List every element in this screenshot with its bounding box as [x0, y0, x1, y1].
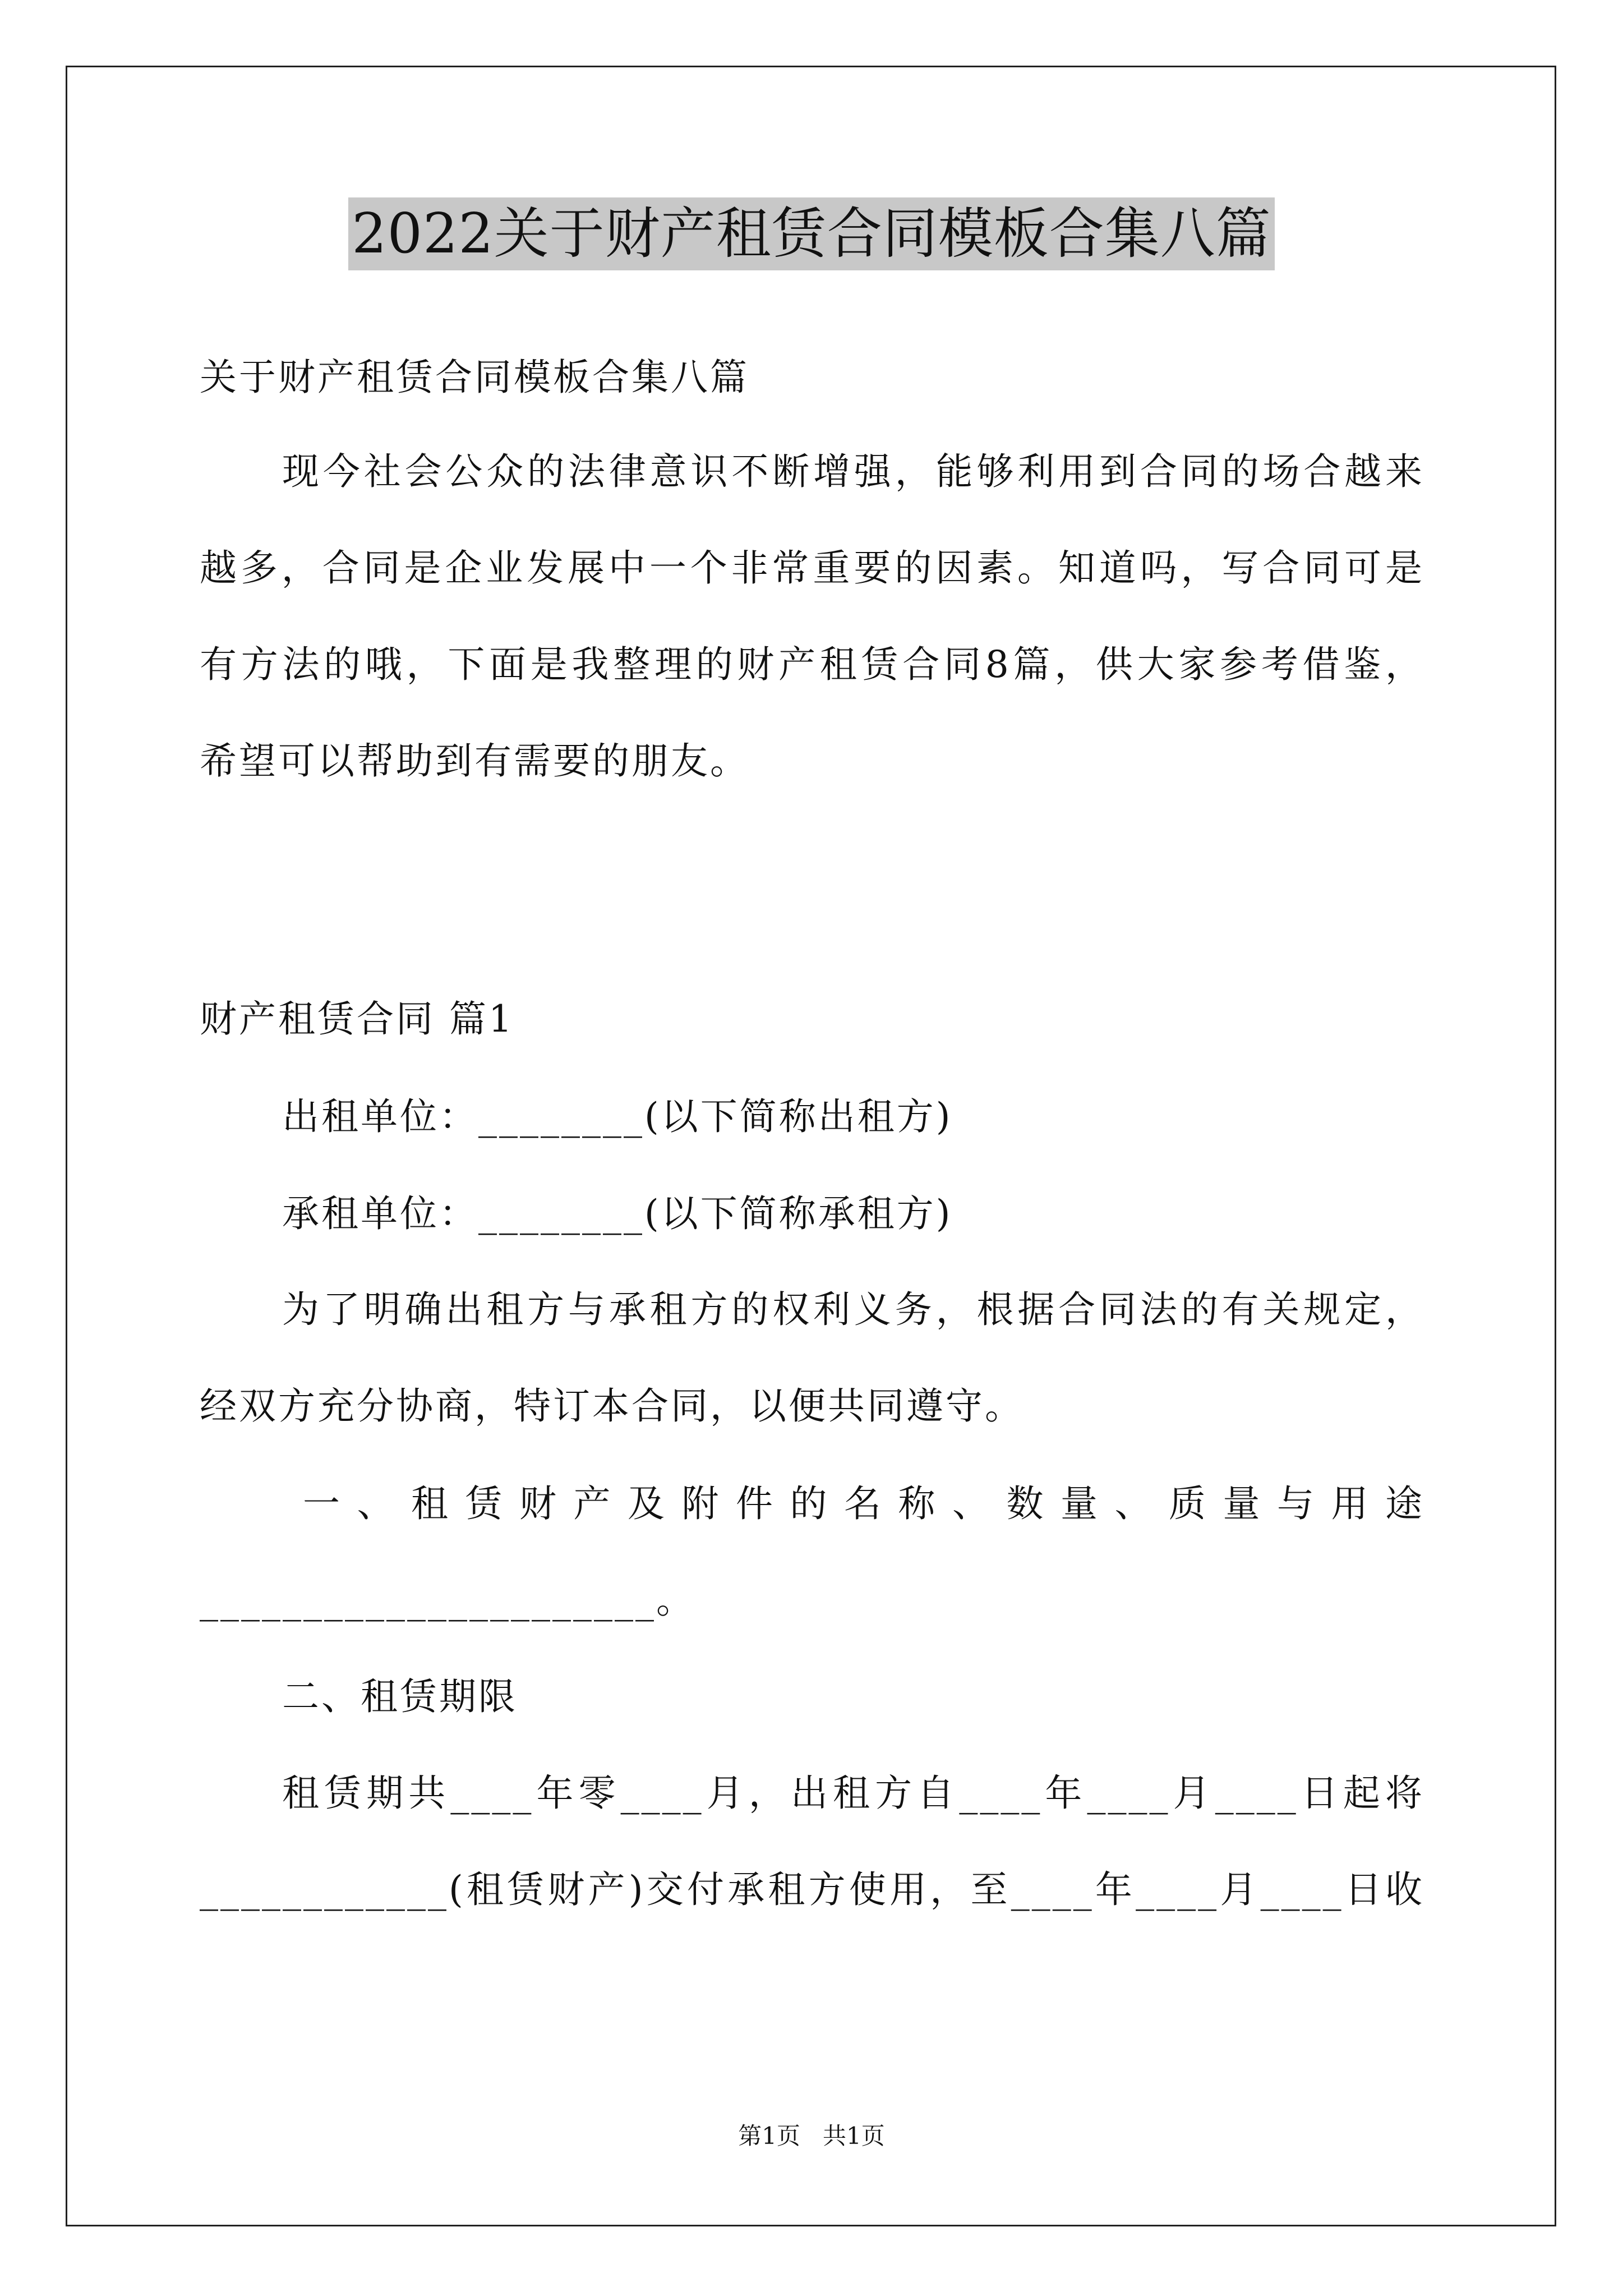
document-title: 2022关于财产租赁合同模板合集八篇: [348, 197, 1274, 270]
lessor-line: 出租单位：________(以下简称出租方): [282, 1095, 953, 1138]
intro-line-1: 现今社会公众的法律意识不断增强，能够利用到合同的场合越来: [282, 450, 1424, 493]
page-total: 共1页: [823, 2122, 885, 2150]
section-heading: 财产租赁合同 篇1: [200, 997, 514, 1041]
lessee-line: 承租单位：________(以下简称承租方): [282, 1192, 953, 1235]
document-subtitle: 关于财产租赁合同模板合集八篇: [200, 356, 749, 399]
intro-line-4: 希望可以帮助到有需要的朋友。: [200, 739, 749, 783]
purpose-line-2: 经双方充分协商，特订本合同，以便共同遵守。: [200, 1384, 1024, 1428]
purpose-line-1: 为了明确出租方与承租方的权利义务，根据合同法的有关规定，: [282, 1288, 1424, 1331]
clause2-line-2: ____________(租赁财产)交付承租方使用，至____年____月____日收: [200, 1868, 1424, 1911]
page-footer: [0, 2119, 1623, 2153]
clause1-line-1: 一、租赁财产及附件的名称、数量、质量与用途: [303, 1482, 1424, 1525]
clause2-line-1: 租赁期共____年零____月，出租方自____年____月____日起将: [282, 1772, 1424, 1815]
page-number: 第1页: [738, 2122, 800, 2150]
clause1-line-2: ______________________。: [200, 1579, 695, 1622]
intro-line-2: 越多，合同是企业发展中一个非常重要的因素。知道吗，写合同可是: [200, 546, 1424, 590]
clause2-heading: 二、租赁期限: [282, 1675, 518, 1718]
intro-line-3: 有方法的哦，下面是我整理的财产租赁合同8篇，供大家参考借鉴，: [200, 643, 1424, 686]
title-container: [0, 197, 1623, 270]
